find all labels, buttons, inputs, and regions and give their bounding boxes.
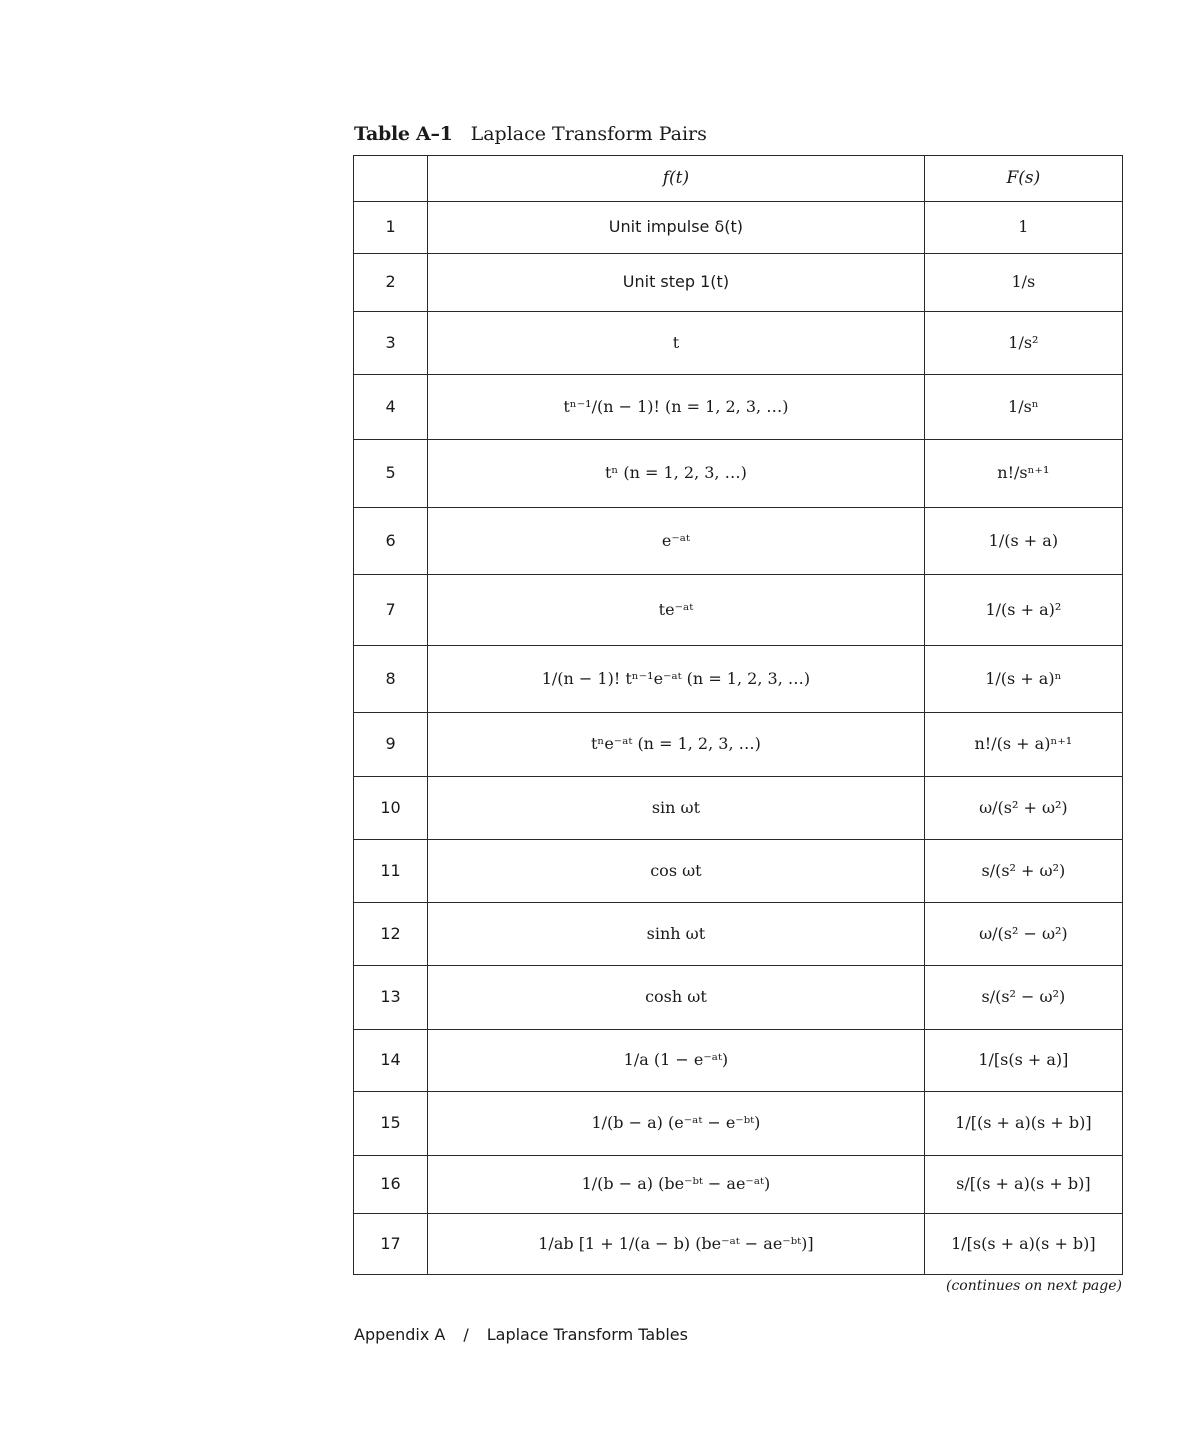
laplace-transform-cell: 1/sⁿ bbox=[924, 375, 1122, 440]
row-number: 8 bbox=[354, 646, 428, 713]
footer-section: Appendix A bbox=[354, 1325, 446, 1344]
row-number: 9 bbox=[354, 713, 428, 777]
row-number: 7 bbox=[354, 575, 428, 646]
laplace-transform-cell: 1/[s(s + a)(s + b)] bbox=[924, 1214, 1122, 1275]
laplace-transform-cell: 1/[s(s + a)] bbox=[924, 1030, 1122, 1092]
continues-note: (continues on next page) bbox=[946, 1278, 1122, 1294]
row-number: 5 bbox=[354, 440, 428, 508]
laplace-transform-cell: 1 bbox=[924, 202, 1122, 254]
table-row bbox=[354, 646, 1123, 713]
row-number: 16 bbox=[354, 1156, 428, 1214]
laplace-transform-cell: n!/sⁿ⁺¹ bbox=[924, 440, 1122, 508]
table-row bbox=[354, 312, 1123, 375]
table-row bbox=[354, 777, 1123, 840]
laplace-transform-cell: ω/(s² + ω²) bbox=[924, 777, 1122, 840]
laplace-table bbox=[353, 155, 1123, 1275]
table-row bbox=[354, 840, 1123, 903]
row-number: 11 bbox=[354, 840, 428, 903]
time-function-cell: tⁿ (n = 1, 2, 3, …) bbox=[428, 440, 925, 508]
row-number: 14 bbox=[354, 1030, 428, 1092]
row-number: 13 bbox=[354, 966, 428, 1030]
laplace-transform-cell: ω/(s² − ω²) bbox=[924, 903, 1122, 966]
table-caption bbox=[354, 122, 707, 146]
table-row bbox=[354, 903, 1123, 966]
row-number: 6 bbox=[354, 508, 428, 575]
table-row bbox=[354, 1214, 1123, 1275]
laplace-transform-cell: 1/s bbox=[924, 254, 1122, 312]
laplace-transform-cell: 1/(s + a)ⁿ bbox=[924, 646, 1122, 713]
time-function-cell: tⁿe⁻ᵃᵗ (n = 1, 2, 3, …) bbox=[428, 713, 925, 777]
table-row bbox=[354, 440, 1123, 508]
table-header-row bbox=[354, 156, 1123, 202]
table-row bbox=[354, 575, 1123, 646]
time-function-cell: 1/a (1 − e⁻ᵃᵗ) bbox=[428, 1030, 925, 1092]
time-function-cell: cosh ωt bbox=[428, 966, 925, 1030]
header-f-of-t: f(t) bbox=[428, 156, 925, 202]
table-row bbox=[354, 375, 1123, 440]
row-number: 12 bbox=[354, 903, 428, 966]
time-function-cell: tⁿ⁻¹/(n − 1)! (n = 1, 2, 3, …) bbox=[428, 375, 925, 440]
time-function-cell: sin ωt bbox=[428, 777, 925, 840]
footer-separator: / bbox=[463, 1325, 469, 1344]
time-function-cell: t bbox=[428, 312, 925, 375]
time-function-cell: e⁻ᵃᵗ bbox=[428, 508, 925, 575]
laplace-transform-cell: s/(s² − ω²) bbox=[924, 966, 1122, 1030]
laplace-transform-cell: s/[(s + a)(s + b)] bbox=[924, 1156, 1122, 1214]
time-function-cell: te⁻ᵃᵗ bbox=[428, 575, 925, 646]
table-row bbox=[354, 1156, 1123, 1214]
table-row bbox=[354, 1092, 1123, 1156]
row-number: 1 bbox=[354, 202, 428, 254]
time-function-cell: 1/ab [1 + 1/(a − b) (be⁻ᵃᵗ − ae⁻ᵇᵗ)] bbox=[428, 1214, 925, 1275]
row-number: 2 bbox=[354, 254, 428, 312]
laplace-transform-cell: 1/(s + a)² bbox=[924, 575, 1122, 646]
footer-title: Laplace Transform Tables bbox=[486, 1325, 688, 1344]
laplace-transform-cell: s/(s² + ω²) bbox=[924, 840, 1122, 903]
time-function-cell: 1/(b − a) (e⁻ᵃᵗ − e⁻ᵇᵗ) bbox=[428, 1092, 925, 1156]
laplace-transform-cell: 1/s² bbox=[924, 312, 1122, 375]
time-function-cell: Unit step 1(t) bbox=[428, 254, 925, 312]
time-function-cell: 1/(n − 1)! tⁿ⁻¹e⁻ᵃᵗ (n = 1, 2, 3, …) bbox=[428, 646, 925, 713]
laplace-transform-cell: 1/(s + a) bbox=[924, 508, 1122, 575]
laplace-transform-cell: n!/(s + a)ⁿ⁺¹ bbox=[924, 713, 1122, 777]
table-row bbox=[354, 202, 1123, 254]
header-F-of-s: F(s) bbox=[924, 156, 1122, 202]
time-function-cell: sinh ωt bbox=[428, 903, 925, 966]
row-number: 10 bbox=[354, 777, 428, 840]
table-row bbox=[354, 966, 1123, 1030]
table-row bbox=[354, 254, 1123, 312]
time-function-cell: Unit impulse δ(t) bbox=[428, 202, 925, 254]
row-number: 15 bbox=[354, 1092, 428, 1156]
row-number: 4 bbox=[354, 375, 428, 440]
table-row bbox=[354, 1030, 1123, 1092]
page-footer bbox=[354, 1325, 688, 1344]
table-title: Laplace Transform Pairs bbox=[470, 123, 707, 145]
row-number: 3 bbox=[354, 312, 428, 375]
table-row bbox=[354, 508, 1123, 575]
time-function-cell: cos ωt bbox=[428, 840, 925, 903]
laplace-transform-cell: 1/[(s + a)(s + b)] bbox=[924, 1092, 1122, 1156]
table-row bbox=[354, 713, 1123, 777]
row-number: 17 bbox=[354, 1214, 428, 1275]
table-number: Table A–1 bbox=[354, 123, 453, 145]
header-index-cell bbox=[354, 156, 428, 202]
time-function-cell: 1/(b − a) (be⁻ᵇᵗ − ae⁻ᵃᵗ) bbox=[428, 1156, 925, 1214]
